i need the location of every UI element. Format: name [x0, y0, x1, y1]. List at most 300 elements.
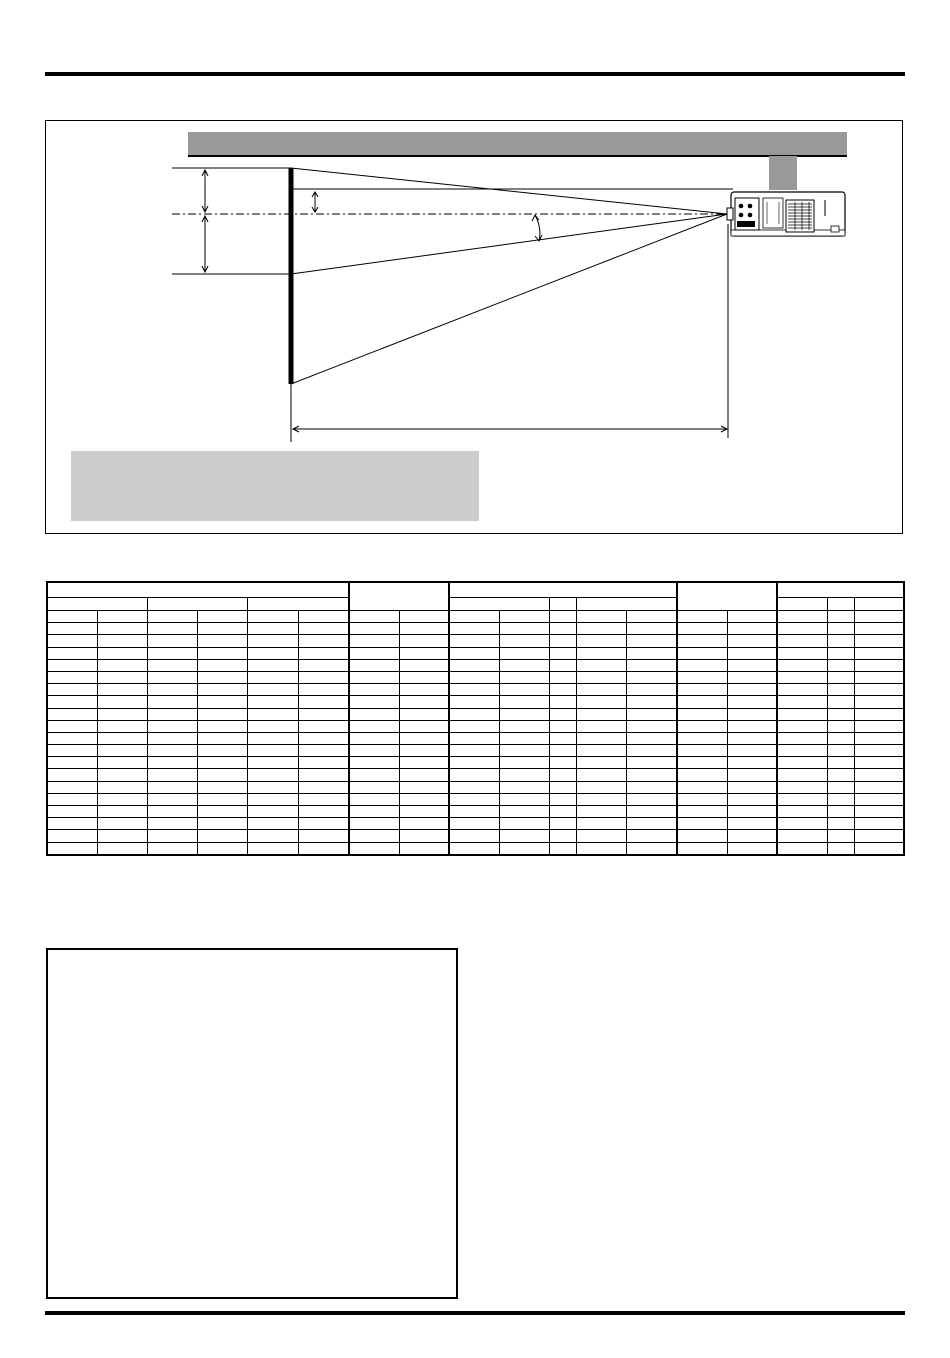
- ceiling: [188, 132, 847, 156]
- table-row: [47, 732, 904, 744]
- table-cell: [499, 671, 549, 683]
- table-cell: [399, 611, 449, 623]
- table-cell: [197, 830, 247, 842]
- table-cell: [499, 757, 549, 769]
- table-cell: [47, 696, 97, 708]
- table-cell: [727, 623, 777, 635]
- table-cell: [47, 757, 97, 769]
- table-row: [47, 806, 904, 818]
- table-cell: [47, 659, 97, 671]
- table-cell: [47, 781, 97, 793]
- table-cell: [47, 720, 97, 732]
- table-cell: [499, 684, 549, 696]
- table-cell: [576, 781, 626, 793]
- table-cell: [626, 781, 677, 793]
- table-cell: [449, 793, 499, 805]
- table-cell: [399, 769, 449, 781]
- table-cell: [449, 745, 499, 757]
- table-cell: [549, 635, 576, 647]
- table-cell: [147, 830, 197, 842]
- table-cell: [399, 696, 449, 708]
- table-cell: [97, 720, 147, 732]
- group-header-angle: [777, 582, 904, 598]
- table-cell: [97, 611, 147, 623]
- table-cell: [147, 769, 197, 781]
- table-cell: [727, 830, 777, 842]
- table-cell: [449, 732, 499, 744]
- table-cell: [854, 611, 904, 623]
- table-cell: [197, 745, 247, 757]
- table-cell: [247, 757, 298, 769]
- table-cell: [677, 696, 727, 708]
- table-cell: [399, 781, 449, 793]
- table-cell: [626, 757, 677, 769]
- table-cell: [97, 732, 147, 744]
- table-cell: [854, 830, 904, 842]
- table-cell: [576, 842, 626, 855]
- table-cell: [97, 635, 147, 647]
- table-cell: [349, 671, 399, 683]
- table-row: [47, 842, 904, 855]
- table-cell: [677, 635, 727, 647]
- table-cell: [626, 659, 677, 671]
- table-row: [47, 830, 904, 842]
- table-cell: [399, 684, 449, 696]
- projection-ray-bottom: [291, 214, 727, 384]
- table-cell: [777, 793, 827, 805]
- table-cell: [197, 732, 247, 744]
- table-cell: [626, 611, 677, 623]
- table-cell: [626, 684, 677, 696]
- table-cell: [677, 732, 727, 744]
- table-cell: [449, 757, 499, 769]
- table-cell: [499, 806, 549, 818]
- table-cell: [349, 720, 399, 732]
- table-cell: [349, 806, 399, 818]
- table-cell: [549, 806, 576, 818]
- table-row: [47, 696, 904, 708]
- table-cell: [777, 659, 827, 671]
- table-cell: [349, 769, 399, 781]
- table-cell: [549, 611, 576, 623]
- table-cell: [727, 842, 777, 855]
- table-cell: [677, 708, 727, 720]
- table-cell: [449, 647, 499, 659]
- ceiling-mount: [769, 156, 797, 190]
- table-cell: [777, 696, 827, 708]
- table-cell: [247, 635, 298, 647]
- table-cell: [854, 769, 904, 781]
- table-cell: [97, 806, 147, 818]
- table-cell: [298, 757, 349, 769]
- table-cell: [247, 781, 298, 793]
- table-cell: [677, 623, 727, 635]
- table-cell: [197, 635, 247, 647]
- table-cell: [197, 806, 247, 818]
- table-cell: [576, 671, 626, 683]
- table-cell: [449, 720, 499, 732]
- table-cell: [677, 611, 727, 623]
- info-box: [46, 948, 458, 1299]
- table-cell: [727, 611, 777, 623]
- table-cell: [147, 684, 197, 696]
- table-cell: [549, 842, 576, 855]
- table-cell: [147, 732, 197, 744]
- table-cell: [247, 647, 298, 659]
- table-cell: [298, 671, 349, 683]
- table-cell: [777, 806, 827, 818]
- table-cell: [854, 708, 904, 720]
- table-cell: [247, 830, 298, 842]
- table-cell: [449, 781, 499, 793]
- table-cell: [827, 671, 854, 683]
- table-cell: [854, 647, 904, 659]
- table-cell: [854, 696, 904, 708]
- table-cell: [97, 757, 147, 769]
- table-cell: [298, 696, 349, 708]
- table-cell: [677, 781, 727, 793]
- table-row: [47, 611, 904, 623]
- table-cell: [827, 830, 854, 842]
- table-cell: [197, 769, 247, 781]
- table-cell: [549, 732, 576, 744]
- table-row: [47, 757, 904, 769]
- table-cell: [449, 671, 499, 683]
- table-cell: [499, 769, 549, 781]
- table-cell: [197, 818, 247, 830]
- table-cell: [499, 635, 549, 647]
- table-cell: [349, 708, 399, 720]
- table-cell: [626, 769, 677, 781]
- table-cell: [47, 818, 97, 830]
- table-cell: [349, 781, 399, 793]
- table-cell: [677, 793, 727, 805]
- table-cell: [449, 623, 499, 635]
- table-cell: [349, 684, 399, 696]
- table-cell: [626, 818, 677, 830]
- table-cell: [247, 769, 298, 781]
- table-cell: [449, 696, 499, 708]
- table-cell: [777, 647, 827, 659]
- table-cell: [854, 671, 904, 683]
- table-cell: [97, 830, 147, 842]
- table-cell: [549, 745, 576, 757]
- table-cell: [777, 745, 827, 757]
- table-cell: [147, 659, 197, 671]
- table-cell: [97, 842, 147, 855]
- table-cell: [247, 793, 298, 805]
- table-cell: [827, 732, 854, 744]
- table-cell: [727, 769, 777, 781]
- table-cell: [399, 830, 449, 842]
- table-cell: [298, 745, 349, 757]
- footer-rule: [45, 1311, 905, 1315]
- table-cell: [727, 806, 777, 818]
- table-row: [47, 781, 904, 793]
- table-cell: [97, 696, 147, 708]
- table-cell: [399, 708, 449, 720]
- table-cell: [576, 830, 626, 842]
- table-row: [47, 769, 904, 781]
- table-cell: [777, 757, 827, 769]
- table-cell: [449, 708, 499, 720]
- table-cell: [399, 659, 449, 671]
- table-cell: [298, 732, 349, 744]
- table-cell: [449, 684, 499, 696]
- table-row: [47, 659, 904, 671]
- table-cell: [399, 842, 449, 855]
- table-cell: [298, 708, 349, 720]
- table-cell: [47, 806, 97, 818]
- table-cell: [626, 720, 677, 732]
- table-cell: [727, 659, 777, 671]
- table-cell: [399, 745, 449, 757]
- table-cell: [399, 732, 449, 744]
- table-cell: [727, 635, 777, 647]
- table-cell: [854, 842, 904, 855]
- table-cell: [626, 696, 677, 708]
- table-row: [47, 623, 904, 635]
- table-cell: [499, 647, 549, 659]
- table-cell: [298, 781, 349, 793]
- table-cell: [854, 684, 904, 696]
- table-cell: [777, 684, 827, 696]
- table-cell: [677, 830, 727, 842]
- table-cell: [626, 623, 677, 635]
- table-cell: [827, 745, 854, 757]
- table-cell: [349, 611, 399, 623]
- table-row: [47, 793, 904, 805]
- table-cell: [449, 842, 499, 855]
- table-cell: [247, 806, 298, 818]
- table-cell: [147, 842, 197, 855]
- table-cell: [727, 708, 777, 720]
- table-cell: [576, 818, 626, 830]
- table-cell: [349, 732, 399, 744]
- table-cell: [499, 720, 549, 732]
- table-cell: [777, 732, 827, 744]
- table-cell: [576, 720, 626, 732]
- table-cell: [827, 623, 854, 635]
- table-cell: [549, 623, 576, 635]
- table-cell: [827, 708, 854, 720]
- table-cell: [626, 793, 677, 805]
- table-cell: [247, 659, 298, 671]
- projection-ray-middle: [291, 214, 727, 274]
- table-cell: [399, 757, 449, 769]
- table-cell: [97, 623, 147, 635]
- table-cell: [449, 818, 499, 830]
- table-cell: [576, 745, 626, 757]
- table-cell: [626, 708, 677, 720]
- table-cell: [854, 745, 904, 757]
- table-cell: [854, 818, 904, 830]
- group-header-screen-size: [47, 582, 349, 598]
- table-cell: [197, 793, 247, 805]
- table-cell: [677, 769, 727, 781]
- table-cell: [298, 623, 349, 635]
- table-cell: [677, 745, 727, 757]
- table-cell: [47, 745, 97, 757]
- table-cell: [298, 684, 349, 696]
- table-cell: [349, 842, 399, 855]
- table-cell: [854, 623, 904, 635]
- table-cell: [626, 635, 677, 647]
- table-cell: [727, 647, 777, 659]
- table-cell: [727, 745, 777, 757]
- table-cell: [147, 647, 197, 659]
- table-cell: [549, 659, 576, 671]
- table-cell: [147, 793, 197, 805]
- table-cell: [147, 720, 197, 732]
- table-cell: [247, 745, 298, 757]
- table-cell: [576, 635, 626, 647]
- table-cell: [298, 611, 349, 623]
- table-cell: [47, 842, 97, 855]
- table-cell: [626, 732, 677, 744]
- table-cell: [499, 732, 549, 744]
- table-body: [47, 611, 904, 855]
- table-cell: [777, 818, 827, 830]
- table-row: [47, 818, 904, 830]
- table-cell: [677, 818, 727, 830]
- table-cell: [626, 671, 677, 683]
- table-cell: [549, 830, 576, 842]
- table-row: [47, 745, 904, 757]
- table-cell: [298, 830, 349, 842]
- table-cell: [147, 781, 197, 793]
- table-cell: [677, 671, 727, 683]
- table-cell: [349, 647, 399, 659]
- table-cell: [97, 708, 147, 720]
- table-cell: [727, 781, 777, 793]
- table-cell: [47, 684, 97, 696]
- table-cell: [499, 611, 549, 623]
- table-cell: [827, 611, 854, 623]
- table-cell: [727, 684, 777, 696]
- table-cell: [854, 732, 904, 744]
- table-cell: [47, 793, 97, 805]
- table-cell: [197, 647, 247, 659]
- table-cell: [147, 696, 197, 708]
- table-cell: [854, 720, 904, 732]
- table-cell: [576, 708, 626, 720]
- table-cell: [47, 623, 97, 635]
- table-cell: [97, 684, 147, 696]
- table-cell: [777, 720, 827, 732]
- table-cell: [147, 708, 197, 720]
- projector-icon: [727, 192, 845, 236]
- table-cell: [499, 818, 549, 830]
- table-row: [47, 635, 904, 647]
- table-cell: [247, 696, 298, 708]
- table-cell: [298, 793, 349, 805]
- table-cell: [147, 671, 197, 683]
- table-cell: [147, 757, 197, 769]
- table-cell: [777, 623, 827, 635]
- table-cell: [677, 647, 727, 659]
- table-cell: [827, 635, 854, 647]
- table-cell: [298, 659, 349, 671]
- table-cell: [97, 769, 147, 781]
- table-cell: [47, 647, 97, 659]
- table-cell: [777, 842, 827, 855]
- table-cell: [147, 635, 197, 647]
- projection-distance-table-container: [46, 581, 904, 856]
- table-cell: [727, 793, 777, 805]
- table-cell: [399, 647, 449, 659]
- table-cell: [349, 830, 399, 842]
- table-cell: [827, 818, 854, 830]
- table-cell: [777, 781, 827, 793]
- table-cell: [576, 623, 626, 635]
- table-cell: [827, 842, 854, 855]
- table-cell: [349, 818, 399, 830]
- table-cell: [147, 818, 197, 830]
- table-cell: [97, 647, 147, 659]
- table-cell: [827, 806, 854, 818]
- table-cell: [727, 671, 777, 683]
- table-cell: [47, 671, 97, 683]
- table-cell: [777, 830, 827, 842]
- header-rule: [45, 72, 905, 76]
- table-cell: [549, 793, 576, 805]
- table-cell: [197, 659, 247, 671]
- table-cell: [349, 696, 399, 708]
- table-cell: [97, 793, 147, 805]
- table-cell: [777, 671, 827, 683]
- table-cell: [399, 671, 449, 683]
- table-cell: [399, 635, 449, 647]
- table-cell: [827, 757, 854, 769]
- table-cell: [549, 720, 576, 732]
- table-cell: [298, 842, 349, 855]
- table-cell: [549, 769, 576, 781]
- table-row: [47, 720, 904, 732]
- table-cell: [827, 793, 854, 805]
- table-cell: [677, 659, 727, 671]
- group-header-distance: [349, 582, 449, 611]
- table-cell: [449, 769, 499, 781]
- table-cell: [449, 611, 499, 623]
- table-cell: [97, 659, 147, 671]
- table-cell: [247, 732, 298, 744]
- table-cell: [499, 830, 549, 842]
- group-header-offset: [677, 582, 777, 611]
- table-cell: [197, 696, 247, 708]
- table-cell: [677, 757, 727, 769]
- table-cell: [827, 684, 854, 696]
- table-cell: [576, 793, 626, 805]
- table-cell: [197, 623, 247, 635]
- table-cell: [197, 611, 247, 623]
- table-cell: [349, 659, 399, 671]
- table-cell: [777, 635, 827, 647]
- table-cell: [298, 720, 349, 732]
- table-cell: [549, 696, 576, 708]
- table-cell: [854, 806, 904, 818]
- table-cell: [147, 611, 197, 623]
- table-cell: [499, 781, 549, 793]
- table-cell: [727, 818, 777, 830]
- table-cell: [247, 842, 298, 855]
- table-cell: [549, 781, 576, 793]
- table-cell: [827, 769, 854, 781]
- projection-ray-top: [291, 168, 727, 214]
- table-cell: [399, 623, 449, 635]
- table-cell: [854, 781, 904, 793]
- table-cell: [47, 769, 97, 781]
